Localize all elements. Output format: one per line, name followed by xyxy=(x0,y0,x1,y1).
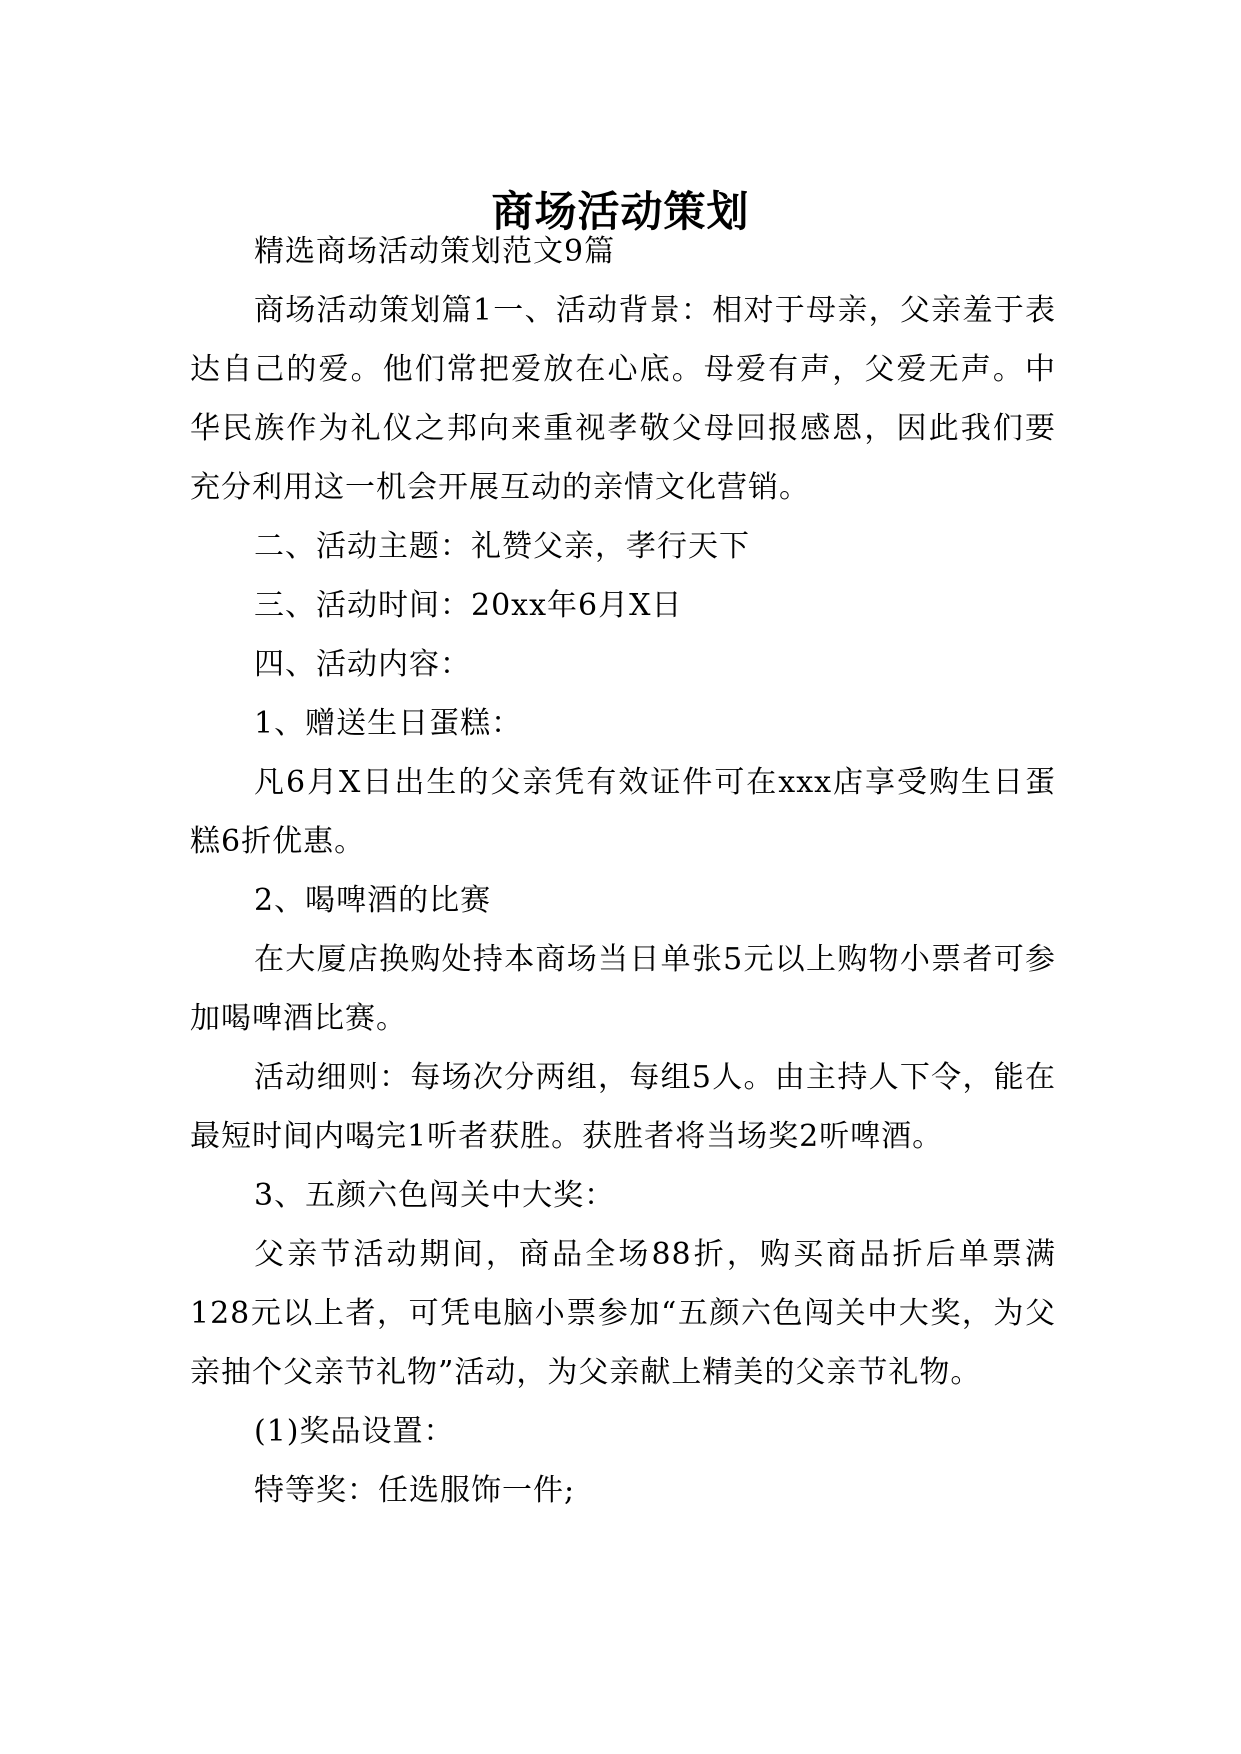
paragraph-item-1-body: 凡6月X日出生的父亲凭有效证件可在xxx店享受购生日蛋糕6折优惠。 xyxy=(190,765,1056,859)
paragraph-background: 商场活动策划篇1一、活动背景：相对于母亲，父亲羞于表达自己的爱。他们常把爱放在心底。母爱有声，父爱无声。中华民族作为礼仪之邦向来重视孝敬父母回报感恩，因此我们要充分利用这一机会开展互动的亲情文化营销。 xyxy=(190,293,1056,505)
paragraph-prize-special: 特等奖：任选服饰一件; xyxy=(254,1473,576,1508)
paragraph-item-2-heading: 2、喝啤酒的比赛 xyxy=(254,883,492,918)
paragraph-item-1-heading: 1、赠送生日蛋糕： xyxy=(254,706,523,741)
paragraph-item-2-body: 在大厦店换购处持本商场当日单张5元以上购物小票者可参加喝啤酒比赛。 xyxy=(190,942,1056,1036)
paragraph-item-3-body: 父亲节活动期间，商品全场88折，购买商品折后单票满128元以上者，可凭电脑小票参加“五颜六色闯关中大奖，为父亲抽个父亲节礼物”活动，为父亲献上精美的父亲节礼物。 xyxy=(190,1237,1056,1390)
paragraph-content-heading: 四、活动内容： xyxy=(254,647,471,682)
paragraph-item-3-heading: 3、五颜六色闯关中大奖： xyxy=(254,1178,616,1213)
document-subtitle: 精选商场活动策划范文9篇 xyxy=(254,234,616,269)
paragraph-item-2-rules: 活动细则：每场次分两组，每组5人。由主持人下令，能在最短时间内喝完1听者获胜。获胜者将当场奖2听啤酒。 xyxy=(190,1060,1056,1154)
paragraph-theme: 二、活动主题：礼赞父亲，孝行天下 xyxy=(254,529,750,564)
document-body xyxy=(190,222,1056,1520)
paragraph-prize-heading: (1)奖品设置： xyxy=(254,1414,455,1449)
paragraph-time: 三、活动时间：20xx年6月X日 xyxy=(254,588,683,623)
document-title: 商场活动策划 xyxy=(491,187,750,237)
